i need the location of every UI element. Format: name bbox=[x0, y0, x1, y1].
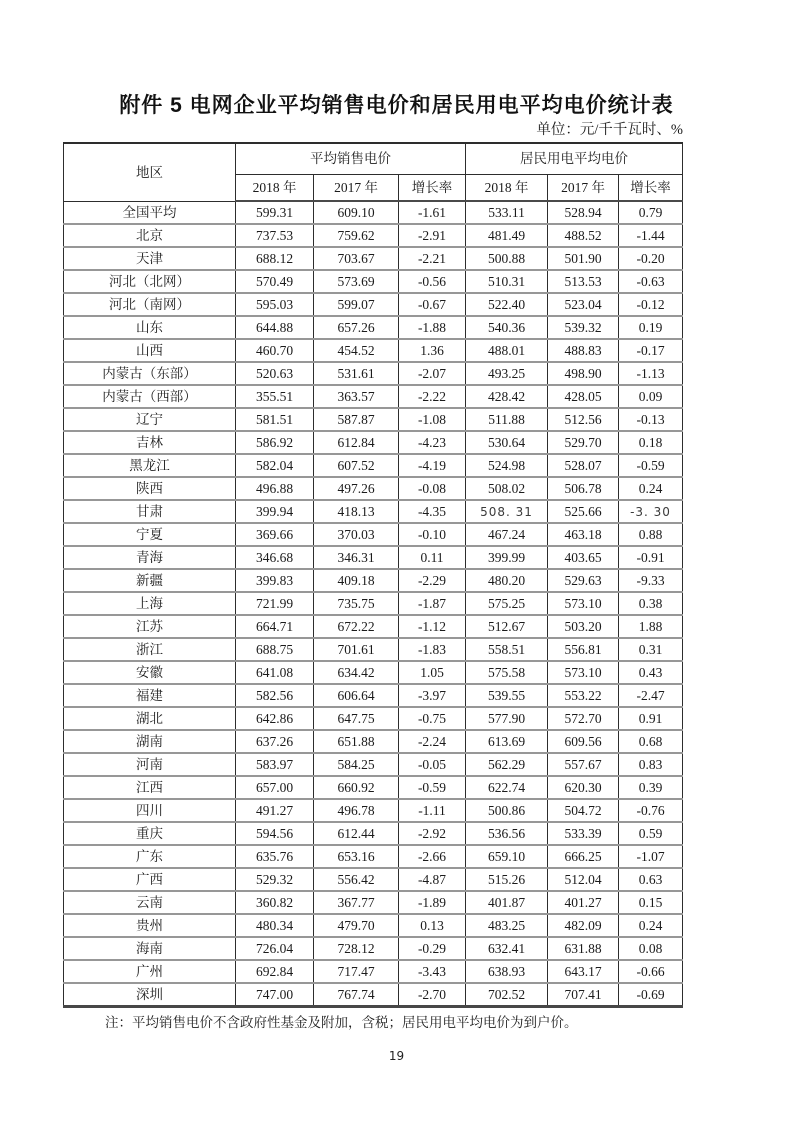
region-cell: 贵州 bbox=[64, 914, 236, 937]
page-number: 19 bbox=[388, 1048, 405, 1063]
value-cell: -4.23 bbox=[399, 431, 466, 454]
value-cell: 587.87 bbox=[314, 408, 399, 431]
value-cell: 595.03 bbox=[236, 293, 314, 316]
region-cell: 海南 bbox=[64, 937, 236, 960]
value-cell: 607.52 bbox=[314, 454, 399, 477]
value-cell: 513.53 bbox=[548, 270, 619, 293]
value-cell: 512.56 bbox=[548, 408, 619, 431]
value-cell: 586.92 bbox=[236, 431, 314, 454]
value-cell: 520.63 bbox=[236, 362, 314, 385]
region-cell: 陕西 bbox=[64, 477, 236, 500]
value-cell: 651.88 bbox=[314, 730, 399, 753]
value-cell: -2.66 bbox=[399, 845, 466, 868]
value-cell: 497.26 bbox=[314, 477, 399, 500]
header-group-row bbox=[64, 143, 683, 174]
table-row bbox=[64, 753, 683, 776]
value-cell: 480.34 bbox=[236, 914, 314, 937]
value-cell: 556.42 bbox=[314, 868, 399, 891]
table-row bbox=[64, 339, 683, 362]
value-cell: -0.56 bbox=[399, 270, 466, 293]
value-cell: 638.93 bbox=[466, 960, 548, 983]
region-cell: 内蒙古（西部） bbox=[64, 385, 236, 408]
value-cell: 672.22 bbox=[314, 615, 399, 638]
table-row bbox=[64, 408, 683, 431]
value-cell: 582.04 bbox=[236, 454, 314, 477]
region-cell: 广州 bbox=[64, 960, 236, 983]
table-row bbox=[64, 799, 683, 822]
table-row bbox=[64, 385, 683, 408]
value-cell: 503.20 bbox=[548, 615, 619, 638]
value-cell: -1.87 bbox=[399, 592, 466, 615]
value-cell: 747.00 bbox=[236, 983, 314, 1006]
value-cell: 575.58 bbox=[466, 661, 548, 684]
value-cell: 403.65 bbox=[548, 546, 619, 569]
value-cell: 1.36 bbox=[399, 339, 466, 362]
value-cell: 717.47 bbox=[314, 960, 399, 983]
value-cell: 570.49 bbox=[236, 270, 314, 293]
value-cell: 612.84 bbox=[314, 431, 399, 454]
value-cell: -3.43 bbox=[399, 960, 466, 983]
value-cell: 533.39 bbox=[548, 822, 619, 845]
value-cell: 631.88 bbox=[548, 937, 619, 960]
table-row bbox=[64, 523, 683, 546]
value-cell: 506.78 bbox=[548, 477, 619, 500]
region-cell: 四川 bbox=[64, 799, 236, 822]
value-cell: 594.56 bbox=[236, 822, 314, 845]
value-cell: -0.59 bbox=[619, 454, 683, 477]
value-cell: 401.27 bbox=[548, 891, 619, 914]
value-cell: 653.16 bbox=[314, 845, 399, 868]
value-cell: -1.44 bbox=[619, 224, 683, 247]
table-row bbox=[64, 615, 683, 638]
value-cell: 480.20 bbox=[466, 569, 548, 592]
table-row bbox=[64, 730, 683, 753]
value-cell: -1.08 bbox=[399, 408, 466, 431]
value-cell: 644.88 bbox=[236, 316, 314, 339]
table-row bbox=[64, 891, 683, 914]
value-cell: -1.12 bbox=[399, 615, 466, 638]
value-cell: 573.10 bbox=[548, 661, 619, 684]
value-cell: 401.87 bbox=[466, 891, 548, 914]
value-cell: 701.61 bbox=[314, 638, 399, 661]
value-cell: 539.55 bbox=[466, 684, 548, 707]
value-cell: 481.49 bbox=[466, 224, 548, 247]
value-cell: 612.44 bbox=[314, 822, 399, 845]
document-title: 附件 5 电网企业平均销售电价和居民用电平均电价统计表 bbox=[119, 94, 674, 117]
value-cell: 620.30 bbox=[548, 776, 619, 799]
table-row bbox=[64, 362, 683, 385]
value-cell: 515.26 bbox=[466, 868, 548, 891]
col-header-region: 地区 bbox=[64, 143, 236, 201]
value-cell: 737.53 bbox=[236, 224, 314, 247]
value-cell: 657.26 bbox=[314, 316, 399, 339]
value-cell: 577.90 bbox=[466, 707, 548, 730]
col-header-sales-growth: 增长率 bbox=[399, 174, 466, 201]
value-cell: -1.61 bbox=[399, 201, 466, 224]
value-cell: 703.67 bbox=[314, 247, 399, 270]
value-cell: 0.15 bbox=[619, 891, 683, 914]
value-cell: -3. 30 bbox=[619, 500, 683, 523]
col-header-residential-2018: 2018 年 bbox=[466, 174, 548, 201]
value-cell: 428.05 bbox=[548, 385, 619, 408]
value-cell: 575.25 bbox=[466, 592, 548, 615]
value-cell: 0.18 bbox=[619, 431, 683, 454]
value-cell: -3.97 bbox=[399, 684, 466, 707]
value-cell: -0.12 bbox=[619, 293, 683, 316]
value-cell: 529.70 bbox=[548, 431, 619, 454]
value-cell: 510.31 bbox=[466, 270, 548, 293]
value-cell: 0.39 bbox=[619, 776, 683, 799]
col-header-sales-2018: 2018 年 bbox=[236, 174, 314, 201]
table-row bbox=[64, 937, 683, 960]
value-cell: 539.32 bbox=[548, 316, 619, 339]
value-cell: 637.26 bbox=[236, 730, 314, 753]
value-cell: 501.90 bbox=[548, 247, 619, 270]
value-cell: 528.94 bbox=[548, 201, 619, 224]
value-cell: -0.67 bbox=[399, 293, 466, 316]
value-cell: 500.86 bbox=[466, 799, 548, 822]
value-cell: 609.56 bbox=[548, 730, 619, 753]
table-footnote: 注：平均销售电价不含政府性基金及附加，含税；居民用电平均电价为到户价。 bbox=[105, 1014, 578, 1030]
table-row bbox=[64, 293, 683, 316]
value-cell: 660.92 bbox=[314, 776, 399, 799]
table-row bbox=[64, 500, 683, 523]
value-cell: -2.21 bbox=[399, 247, 466, 270]
value-cell: 498.90 bbox=[548, 362, 619, 385]
value-cell: -2.29 bbox=[399, 569, 466, 592]
value-cell: -0.69 bbox=[619, 983, 683, 1006]
value-cell: 702.52 bbox=[466, 983, 548, 1006]
value-cell: -2.92 bbox=[399, 822, 466, 845]
value-cell: 479.70 bbox=[314, 914, 399, 937]
value-cell: -0.29 bbox=[399, 937, 466, 960]
value-cell: 491.27 bbox=[236, 799, 314, 822]
value-cell: -2.22 bbox=[399, 385, 466, 408]
table-row bbox=[64, 983, 683, 1006]
value-cell: 369.66 bbox=[236, 523, 314, 546]
value-cell: 606.64 bbox=[314, 684, 399, 707]
value-cell: -2.24 bbox=[399, 730, 466, 753]
value-cell: -0.08 bbox=[399, 477, 466, 500]
value-cell: 496.88 bbox=[236, 477, 314, 500]
value-cell: 721.99 bbox=[236, 592, 314, 615]
col-group-avg-sales-price: 平均销售电价 bbox=[236, 143, 466, 174]
value-cell: 572.70 bbox=[548, 707, 619, 730]
value-cell: 583.97 bbox=[236, 753, 314, 776]
region-cell: 河北（南网） bbox=[64, 293, 236, 316]
value-cell: 735.75 bbox=[314, 592, 399, 615]
value-cell: 529.32 bbox=[236, 868, 314, 891]
value-cell: 399.83 bbox=[236, 569, 314, 592]
value-cell: 632.41 bbox=[466, 937, 548, 960]
value-cell: -0.59 bbox=[399, 776, 466, 799]
value-cell: 613.69 bbox=[466, 730, 548, 753]
value-cell: 399.94 bbox=[236, 500, 314, 523]
region-cell: 河南 bbox=[64, 753, 236, 776]
value-cell: -0.76 bbox=[619, 799, 683, 822]
value-cell: 367.77 bbox=[314, 891, 399, 914]
value-cell: -0.75 bbox=[399, 707, 466, 730]
table-row bbox=[64, 569, 683, 592]
value-cell: 0.83 bbox=[619, 753, 683, 776]
region-cell: 重庆 bbox=[64, 822, 236, 845]
value-cell: 370.03 bbox=[314, 523, 399, 546]
value-cell: 556.81 bbox=[548, 638, 619, 661]
table-row bbox=[64, 454, 683, 477]
region-cell: 云南 bbox=[64, 891, 236, 914]
table-row bbox=[64, 201, 683, 224]
col-header-residential-2017: 2017 年 bbox=[548, 174, 619, 201]
table-row bbox=[64, 845, 683, 868]
value-cell: 573.10 bbox=[548, 592, 619, 615]
value-cell: 463.18 bbox=[548, 523, 619, 546]
region-cell: 甘肃 bbox=[64, 500, 236, 523]
value-cell: 522.40 bbox=[466, 293, 548, 316]
value-cell: 622.74 bbox=[466, 776, 548, 799]
value-cell: 707.41 bbox=[548, 983, 619, 1006]
value-cell: 488.83 bbox=[548, 339, 619, 362]
value-cell: 508. 31 bbox=[466, 500, 548, 523]
value-cell: 0.24 bbox=[619, 914, 683, 937]
value-cell: -1.89 bbox=[399, 891, 466, 914]
value-cell: 562.29 bbox=[466, 753, 548, 776]
value-cell: 558.51 bbox=[466, 638, 548, 661]
value-cell: 1.88 bbox=[619, 615, 683, 638]
value-cell: 531.61 bbox=[314, 362, 399, 385]
table-row bbox=[64, 546, 683, 569]
region-cell: 江西 bbox=[64, 776, 236, 799]
value-cell: 659.10 bbox=[466, 845, 548, 868]
value-cell: 536.56 bbox=[466, 822, 548, 845]
value-cell: 483.25 bbox=[466, 914, 548, 937]
region-cell: 天津 bbox=[64, 247, 236, 270]
value-cell: -9.33 bbox=[619, 569, 683, 592]
value-cell: -2.91 bbox=[399, 224, 466, 247]
table-row bbox=[64, 316, 683, 339]
value-cell: 523.04 bbox=[548, 293, 619, 316]
value-cell: 355.51 bbox=[236, 385, 314, 408]
table-row bbox=[64, 247, 683, 270]
value-cell: -1.83 bbox=[399, 638, 466, 661]
table-row bbox=[64, 684, 683, 707]
value-cell: 460.70 bbox=[236, 339, 314, 362]
value-cell: 657.00 bbox=[236, 776, 314, 799]
col-header-residential-growth: 增长率 bbox=[619, 174, 683, 201]
value-cell: -0.20 bbox=[619, 247, 683, 270]
value-cell: 540.36 bbox=[466, 316, 548, 339]
value-cell: 0.38 bbox=[619, 592, 683, 615]
value-cell: 635.76 bbox=[236, 845, 314, 868]
value-cell: 0.59 bbox=[619, 822, 683, 845]
value-cell: 428.42 bbox=[466, 385, 548, 408]
value-cell: -1.13 bbox=[619, 362, 683, 385]
value-cell: 634.42 bbox=[314, 661, 399, 684]
value-cell: 0.09 bbox=[619, 385, 683, 408]
region-cell: 广西 bbox=[64, 868, 236, 891]
region-cell: 山东 bbox=[64, 316, 236, 339]
value-cell: 688.12 bbox=[236, 247, 314, 270]
value-cell: -1.88 bbox=[399, 316, 466, 339]
region-cell: 安徽 bbox=[64, 661, 236, 684]
region-cell: 新疆 bbox=[64, 569, 236, 592]
value-cell: 533.11 bbox=[466, 201, 548, 224]
value-cell: 525.66 bbox=[548, 500, 619, 523]
value-cell: 529.63 bbox=[548, 569, 619, 592]
value-cell: -0.17 bbox=[619, 339, 683, 362]
value-cell: 584.25 bbox=[314, 753, 399, 776]
value-cell: 511.88 bbox=[466, 408, 548, 431]
value-cell: -2.70 bbox=[399, 983, 466, 1006]
value-cell: 508.02 bbox=[466, 477, 548, 500]
value-cell: 582.56 bbox=[236, 684, 314, 707]
region-cell: 全国平均 bbox=[64, 201, 236, 224]
value-cell: -0.10 bbox=[399, 523, 466, 546]
region-cell: 福建 bbox=[64, 684, 236, 707]
table-row bbox=[64, 638, 683, 661]
table-row bbox=[64, 477, 683, 500]
table-row bbox=[64, 707, 683, 730]
value-cell: 0.43 bbox=[619, 661, 683, 684]
value-cell: -0.63 bbox=[619, 270, 683, 293]
table-row bbox=[64, 224, 683, 247]
value-cell: 467.24 bbox=[466, 523, 548, 546]
value-cell: 599.31 bbox=[236, 201, 314, 224]
value-cell: 643.17 bbox=[548, 960, 619, 983]
value-cell: 488.01 bbox=[466, 339, 548, 362]
value-cell: 512.04 bbox=[548, 868, 619, 891]
value-cell: 581.51 bbox=[236, 408, 314, 431]
region-cell: 浙江 bbox=[64, 638, 236, 661]
value-cell: 0.79 bbox=[619, 201, 683, 224]
unit-note: 单位：元/千千瓦时、% bbox=[536, 122, 683, 138]
table-header bbox=[64, 143, 683, 201]
value-cell: 759.62 bbox=[314, 224, 399, 247]
value-cell: 599.07 bbox=[314, 293, 399, 316]
value-cell: -4.87 bbox=[399, 868, 466, 891]
region-cell: 深圳 bbox=[64, 983, 236, 1006]
value-cell: 641.08 bbox=[236, 661, 314, 684]
region-cell: 湖南 bbox=[64, 730, 236, 753]
value-cell: 360.82 bbox=[236, 891, 314, 914]
value-cell: -4.35 bbox=[399, 500, 466, 523]
region-cell: 青海 bbox=[64, 546, 236, 569]
value-cell: 493.25 bbox=[466, 362, 548, 385]
value-cell: 664.71 bbox=[236, 615, 314, 638]
value-cell: 553.22 bbox=[548, 684, 619, 707]
table-row bbox=[64, 914, 683, 937]
value-cell: 666.25 bbox=[548, 845, 619, 868]
value-cell: 647.75 bbox=[314, 707, 399, 730]
region-cell: 山西 bbox=[64, 339, 236, 362]
value-cell: 609.10 bbox=[314, 201, 399, 224]
value-cell: 692.84 bbox=[236, 960, 314, 983]
region-cell: 黑龙江 bbox=[64, 454, 236, 477]
col-header-sales-2017: 2017 年 bbox=[314, 174, 399, 201]
value-cell: -2.47 bbox=[619, 684, 683, 707]
value-cell: 496.78 bbox=[314, 799, 399, 822]
value-cell: -0.66 bbox=[619, 960, 683, 983]
value-cell: 0.63 bbox=[619, 868, 683, 891]
value-cell: 482.09 bbox=[548, 914, 619, 937]
table-row bbox=[64, 431, 683, 454]
region-cell: 湖北 bbox=[64, 707, 236, 730]
region-cell: 河北（北网） bbox=[64, 270, 236, 293]
value-cell: 409.18 bbox=[314, 569, 399, 592]
value-cell: -0.91 bbox=[619, 546, 683, 569]
value-cell: 530.64 bbox=[466, 431, 548, 454]
value-cell: -0.13 bbox=[619, 408, 683, 431]
value-cell: 0.19 bbox=[619, 316, 683, 339]
table-row bbox=[64, 270, 683, 293]
value-cell: 500.88 bbox=[466, 247, 548, 270]
region-cell: 上海 bbox=[64, 592, 236, 615]
price-table bbox=[63, 142, 683, 1008]
value-cell: 573.69 bbox=[314, 270, 399, 293]
value-cell: 0.91 bbox=[619, 707, 683, 730]
region-cell: 广东 bbox=[64, 845, 236, 868]
value-cell: 0.88 bbox=[619, 523, 683, 546]
value-cell: -0.05 bbox=[399, 753, 466, 776]
col-group-residential-avg-price: 居民用电平均电价 bbox=[466, 143, 683, 174]
value-cell: 0.24 bbox=[619, 477, 683, 500]
value-cell: 0.68 bbox=[619, 730, 683, 753]
value-cell: 0.08 bbox=[619, 937, 683, 960]
value-cell: 0.31 bbox=[619, 638, 683, 661]
value-cell: 688.75 bbox=[236, 638, 314, 661]
value-cell: 0.13 bbox=[399, 914, 466, 937]
table-row bbox=[64, 868, 683, 891]
value-cell: 512.67 bbox=[466, 615, 548, 638]
region-cell: 内蒙古（东部） bbox=[64, 362, 236, 385]
region-cell: 江苏 bbox=[64, 615, 236, 638]
region-cell: 宁夏 bbox=[64, 523, 236, 546]
value-cell: 557.67 bbox=[548, 753, 619, 776]
value-cell: 488.52 bbox=[548, 224, 619, 247]
value-cell: 454.52 bbox=[314, 339, 399, 362]
table-row bbox=[64, 822, 683, 845]
value-cell: -4.19 bbox=[399, 454, 466, 477]
region-cell: 北京 bbox=[64, 224, 236, 247]
value-cell: -1.11 bbox=[399, 799, 466, 822]
value-cell: 1.05 bbox=[399, 661, 466, 684]
value-cell: 767.74 bbox=[314, 983, 399, 1006]
value-cell: 528.07 bbox=[548, 454, 619, 477]
region-cell: 辽宁 bbox=[64, 408, 236, 431]
region-cell: 吉林 bbox=[64, 431, 236, 454]
value-cell: 346.31 bbox=[314, 546, 399, 569]
value-cell: 399.99 bbox=[466, 546, 548, 569]
value-cell: 728.12 bbox=[314, 937, 399, 960]
value-cell: -2.07 bbox=[399, 362, 466, 385]
value-cell: 418.13 bbox=[314, 500, 399, 523]
table-body bbox=[64, 201, 683, 1006]
table-row bbox=[64, 776, 683, 799]
value-cell: 524.98 bbox=[466, 454, 548, 477]
table-row bbox=[64, 661, 683, 684]
value-cell: -1.07 bbox=[619, 845, 683, 868]
value-cell: 642.86 bbox=[236, 707, 314, 730]
value-cell: 504.72 bbox=[548, 799, 619, 822]
value-cell: 363.57 bbox=[314, 385, 399, 408]
table-row bbox=[64, 592, 683, 615]
value-cell: 0.11 bbox=[399, 546, 466, 569]
value-cell: 346.68 bbox=[236, 546, 314, 569]
value-cell: 726.04 bbox=[236, 937, 314, 960]
table-row bbox=[64, 960, 683, 983]
